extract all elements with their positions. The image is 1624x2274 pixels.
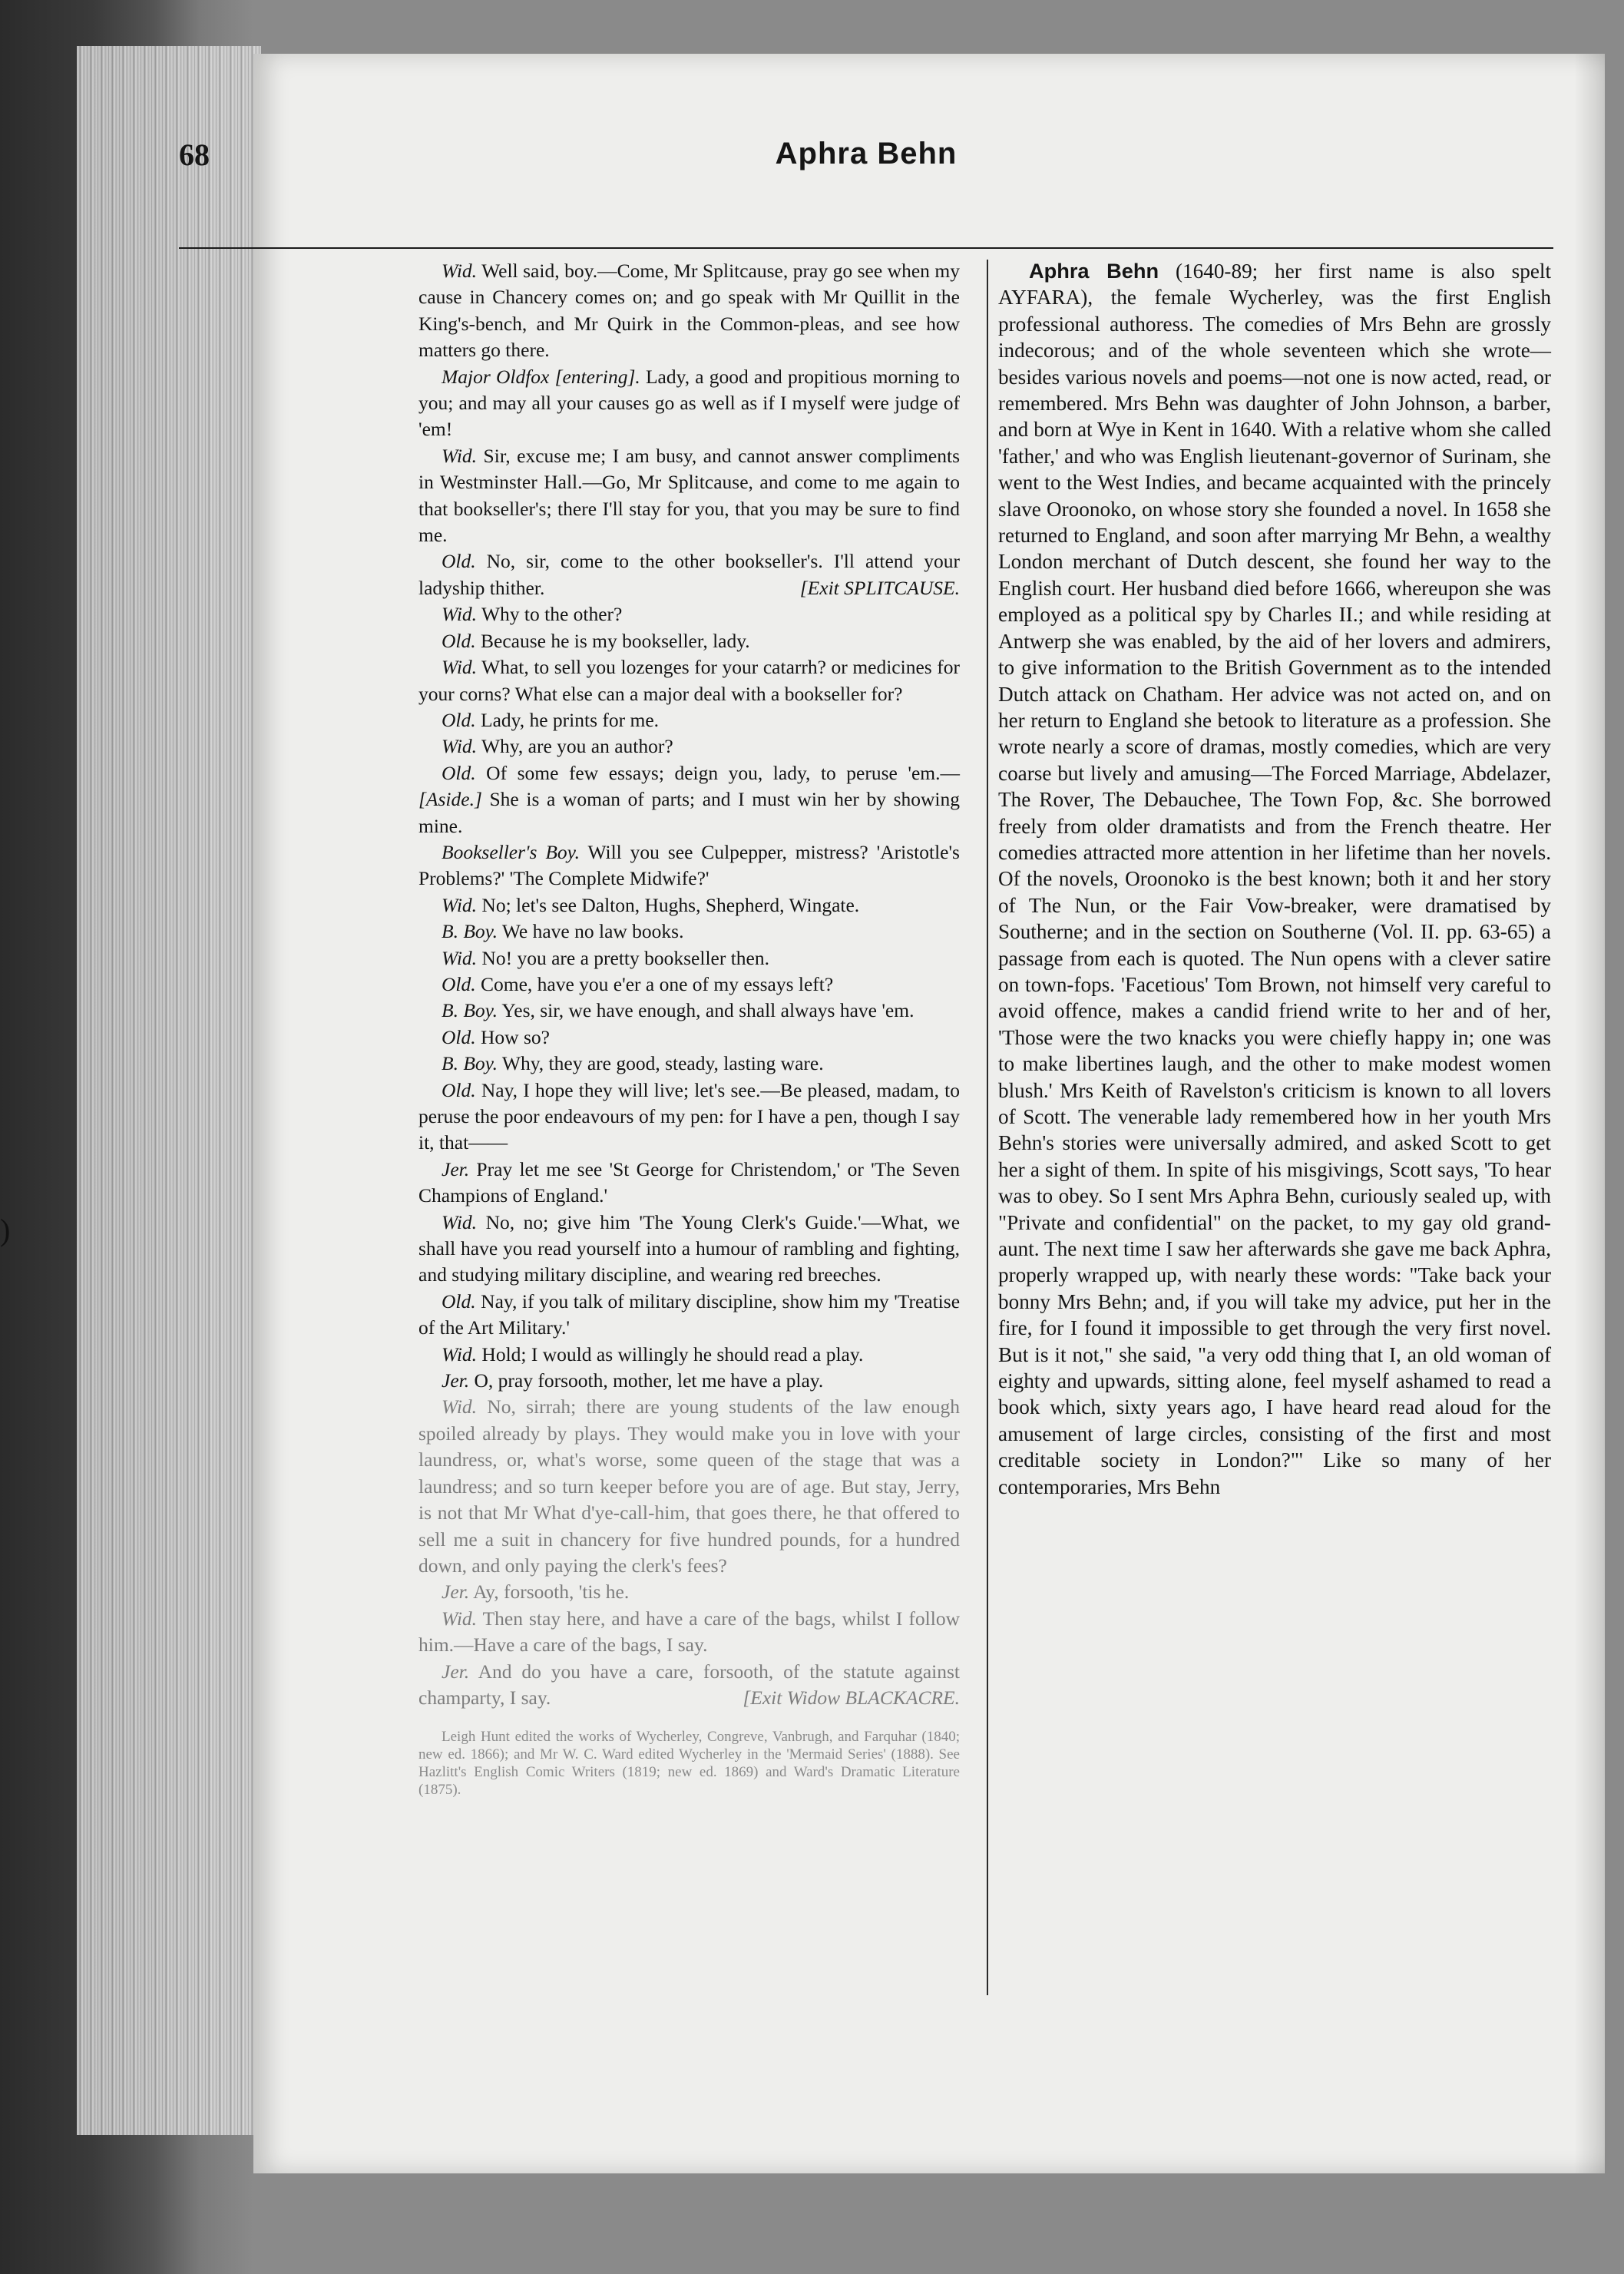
speaker-name: B. Boy.	[442, 999, 498, 1022]
speaker-name: Wid.	[442, 1210, 478, 1233]
entry-body: her first name is also spelt AYFARA), the female Wycherley, was the first English professional authoress. The comedies of Mrs Behn are grossly indecorous; and of the whole seventeen which she wrote—besides various novels and poems—not one is now acted, read, or remembered. Mrs Behn was daughter of John Johnson, a barber, and born at Wye in Kent in 1640. With a relative whom she called 'father,' and who was English lieutenant-governor of Surinam, she went to the West Indies, and became acquainted with the princely slave Oroonoko, on whose story she founded a novel. In 1658 she returned to England, and soon after marrying Mr Behn, a wealthy London merchant of Dutch descent, she found her way to the English court. Her husband died before 1666, whereupon she was employed as a political spy by Charles II.; and while residing at Antwerp she was enabled, by the aid of her lovers and admirers, to give information to the British Government as to the intended Dutch attack on Chatham. Her advice was not acted on, and on her return to England she betook to literature as a profession. She wrote nearly a score of dramas, mostly comedies, which are very coarse but lively and amusing—The Forced Marriage, Abdelazer, The Rover, The Debauchee, The Town Fop, &c. She borrowed freely from older dramatists and from the French theatre. Her comedies attracted more attention in her lifetime than her novels. Of the novels, Oroonoko is the best known; both it and her story of The Nun, or the Fair Vow-breaker, were dramatised by Southerne; and in the section on Southerne (Vol. II. pp. 63-65) a passage from each is quoted. The Nun opens with a clever satire on town-fops. 'Facetious' Tom Brown, not himself very careful to avoid offence, makes a candid friend write to her and of her, 'Those were the two knacks you were chiefly happy in; one was to make libertines laugh, and the other to make modest women blush.' Mrs Keith of Ravelston's criticism is known to all lovers of Scott. The venerable lady remembered how in her youth Mrs Behn's stories were universally admired, and asked Scott to get her a sight of them. In spite of his misgivings, Scott says, 'To hear was to obey. So I sent Mrs Aphra Behn, curiously sealed up, with "Private and confidential" on the packet, to my gay old grand-aunt. The next time I saw her afterwards she gave me back Aphra, properly wrapped up, with nearly these words: "Take back your bonny Mrs Behn; and, if you will take my advice, put her in the fire, for I found it impossible to get through the very first novel. But is it not," she said, "a very odd thing that I, an old woman of eighty and upwards, sitting alone, feel myself ashamed to read a book which, sixty years ago, I have heard read aloud for the amusement of large circles, consisting of the first and most creditable society in London?"' Like so many of her contemporaries, Mrs Behn	[998, 260, 1552, 1498]
speech-text: Why, are you an author?	[481, 735, 673, 758]
speech-text: No! you are a pretty bookseller then.	[481, 946, 770, 969]
speech-text: Yes, sir, we have enough, and shall always have 'em.	[501, 999, 915, 1022]
dialogue-line	[418, 364, 960, 443]
page-number: 68	[179, 137, 210, 172]
speaker-name: Wid.	[442, 1342, 478, 1365]
speech-text: No; let's see Dalton, Hughs, Shepherd, Wingate.	[481, 893, 860, 916]
speaker-name: Wid.	[442, 444, 478, 467]
dialogue-line	[418, 971, 960, 998]
entry-paragraph	[998, 258, 1551, 1500]
speaker-name: Wid.	[442, 656, 478, 679]
speaker-name: Old.	[442, 550, 476, 573]
dialogue-line	[418, 1659, 960, 1712]
footnote: Leigh Hunt edited the works of Wycherley, Congreve, Vanbrugh, and Farquhar (1840; new ed. 1866); and Mr W. C. Ward edited Wycherley in the 'Mermaid Series' (1888). See Hazlitt's English Comic Writers (1819; new ed. 1869) and Ward's Dramatic Literature (1875).	[418, 1729, 960, 1799]
speech-text: Well said, boy.—Come, Mr Splitcause, pray go see when my cause in Chancery comes on; and go speak with Mr Quillit in the King's-bench, and Mr Quirk in the Common-pleas, and see how matters go there.	[418, 260, 960, 362]
speech-text: Pray let me see 'St George for Christendom,' or 'The Seven Champions of England.'	[418, 1157, 960, 1207]
speech-text: And do you have a care, forsooth, of the statute against champarty, I say.	[418, 1660, 960, 1709]
speech-text: Nay, if you talk of military discipline, show him my 'Treatise of the Art Military.'	[418, 1289, 961, 1339]
dialogue-line	[418, 1024, 960, 1051]
speaker-name: Old.	[442, 629, 476, 652]
speech-text: Why to the other?	[481, 603, 623, 626]
speech-text: O, pray forsooth, mother, let me have a play.	[474, 1369, 824, 1392]
speaker-name: Wid.	[442, 735, 478, 758]
speech-text: Come, have you e'er a one of my essays left?	[481, 972, 834, 995]
stage-direction: [entering].	[554, 365, 640, 388]
speech-text: Then stay here, and have a care of the bags, whilst I follow him.—Have a care of the bags, I say.	[418, 1607, 960, 1657]
speaker-name: Jer.	[442, 1660, 470, 1683]
speech-text: Nay, I hope they will live; let's see.—Be pleased, madam, to peruse the poor endeavours of my pen: for I have a pen, though I say it, that——	[418, 1078, 961, 1154]
header-rule	[179, 247, 1553, 249]
entry-title: Aphra Behn	[1029, 259, 1159, 283]
speech-text: Lady, he prints for me.	[481, 708, 660, 731]
speaker-name: Jer.	[442, 1581, 470, 1604]
speech-text: Because he is my bookseller, lady.	[481, 629, 750, 652]
dialogue-line	[418, 258, 960, 364]
speech-text: She is a woman of parts; and I must win her by showing mine.	[418, 788, 961, 837]
dialogue-line	[418, 998, 960, 1024]
dialogue-line	[418, 1210, 960, 1289]
speaker-name: B. Boy.	[442, 920, 498, 943]
speech-text: How so?	[481, 1025, 550, 1048]
speech-text: What, to sell you lozenges for your catarrh? or medicines for your corns? What else can a major deal with a bookseller for?	[418, 656, 960, 705]
dialogue-line	[418, 1289, 960, 1342]
dialogue-line	[418, 839, 960, 892]
speaker-name: Old.	[442, 1025, 476, 1048]
speaker-name: Jer.	[442, 1369, 470, 1392]
dialogue-line	[418, 1606, 960, 1659]
dialogue-line	[418, 1077, 960, 1157]
speaker-name: Old.	[442, 972, 476, 995]
left-column-dialogue	[418, 258, 960, 1799]
dialogue-line	[418, 760, 960, 839]
dialogue-line	[418, 892, 960, 919]
speaker-name: Wid.	[442, 893, 478, 916]
stage-direction: [Aside.]	[418, 788, 482, 811]
speaker-name: Wid.	[442, 1395, 478, 1418]
dialogue-line	[418, 1157, 960, 1210]
speaker-name: Old.	[442, 1078, 476, 1101]
speaker-name: Wid.	[442, 946, 478, 969]
dialogue-line	[418, 1579, 960, 1605]
dialogue-line	[418, 1368, 960, 1394]
speech-text: Lady, a good and propitious morning to you; and may all your causes go as well as if I myself were judge of 'em!	[418, 365, 961, 441]
speech-text: We have no law books.	[501, 920, 684, 943]
speech-text: Ay, forsooth, 'tis he.	[473, 1581, 630, 1604]
speaker-name: Old.	[442, 708, 476, 731]
dialogue-line	[418, 654, 960, 707]
speaker-name: Wid.	[442, 260, 478, 282]
speech-text: Hold; I would as willingly he should read a play.	[481, 1342, 864, 1365]
dialogue-line	[418, 733, 960, 760]
page-shadow	[1574, 54, 1605, 2173]
speaker-name: Wid.	[442, 603, 478, 626]
speaker-name: Wid.	[442, 1607, 478, 1630]
dialogue-line	[418, 707, 960, 733]
dialogue-line	[418, 1394, 960, 1579]
speaker-name: Jer.	[442, 1157, 470, 1180]
page-title: Aphra Behn	[775, 137, 958, 170]
speaker-name: Major Oldfox	[442, 365, 550, 388]
dialogue-line	[418, 443, 960, 549]
speaker-name: Old.	[442, 1289, 476, 1312]
dialogue-line	[418, 945, 960, 971]
dialogue-line	[418, 1342, 960, 1368]
speech-text: No, sirrah; there are young students of the law enough spoiled already by plays. They would make you in love with your laundress, or, what's worse, some queen of the stage that was a laundress; and so turn keeper before you are of age. But stay, Jerry, is not that Mr What d'ye-call-him, that goes there, he that offered to sell me a suit in chancery for five hundred pounds, for a hundred down, and only paying the clerk's fees?	[418, 1395, 960, 1577]
speaker-name: Old.	[442, 761, 476, 784]
dialogue-line	[418, 628, 960, 654]
speech-text: Why, they are good, steady, lasting ware.	[501, 1052, 824, 1075]
dialogue-line	[418, 1051, 960, 1077]
speech-text: Of some few essays; deign you, lady, to peruse 'em.—	[486, 761, 961, 784]
speaker-name: B. Boy.	[442, 1052, 498, 1075]
speech-text: Sir, excuse me; I am busy, and cannot answer compliments in Westminster Hall.—Go, Mr Splitcause, and come to me again to that bookseller's; there I'll stay for you, that you may be sure to find me.	[418, 444, 960, 547]
speech-text: No, sir, come to the other bookseller's. I'll attend your ladyship thither.	[418, 550, 960, 599]
exit-direction: [Exit SPLITCAUSE.	[799, 576, 960, 599]
dialogue-line	[418, 919, 960, 945]
dialogue-line	[418, 601, 960, 627]
entry-dates: (1640-89;	[1176, 260, 1259, 283]
column-divider	[987, 260, 988, 1995]
running-head	[179, 137, 1553, 206]
book-page-edges	[77, 46, 261, 2135]
speech-text: Will you see Culpepper, mistress? 'Aristotle's Problems?' 'The Complete Midwife?'	[418, 840, 960, 890]
dialogue-line	[418, 548, 960, 601]
speech-text: No, no; give him 'The Young Clerk's Guide.'—What, we shall have you read yourself into a humour of rambling and fighting, and studying military discipline, and wearing red breeches.	[418, 1210, 961, 1286]
right-column-entry	[998, 258, 1551, 1500]
scan-artifact: )	[0, 1213, 11, 1247]
speaker-name: Bookseller's Boy.	[442, 840, 580, 863]
exit-direction: [Exit Widow BLACKACRE.	[743, 1686, 960, 1709]
